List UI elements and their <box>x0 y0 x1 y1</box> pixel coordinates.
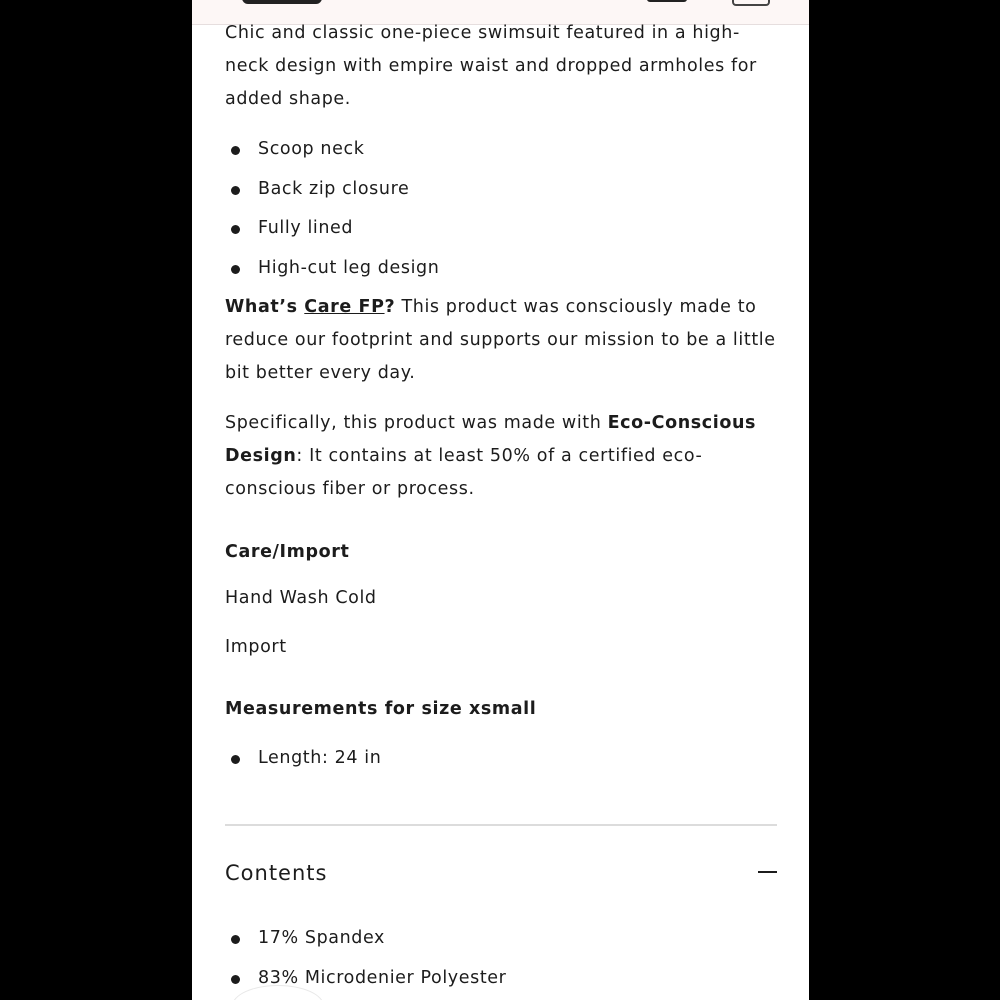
eco-rest: : It contains at least 50% of a certified eco-conscious fiber or process. <box>225 446 703 499</box>
feature-list <box>225 133 777 291</box>
list-item: Back zip closure <box>225 173 777 213</box>
list-item: 83% Microdenier Polyester <box>225 962 777 1000</box>
list-item: Length: 24 in <box>225 742 777 782</box>
product-details <box>225 17 777 782</box>
care-fp-link[interactable]: Care FP <box>304 297 385 317</box>
signal-icon <box>647 0 687 2</box>
care-import-heading: Care/Import <box>225 542 350 562</box>
care-instruction: Hand Wash Cold <box>225 588 377 608</box>
care-fp-lead: What’s <box>225 297 305 317</box>
list-item: Scoop neck <box>225 133 777 173</box>
eco-conscious-paragraph <box>225 407 777 506</box>
import-note: Import <box>225 637 287 657</box>
measurements-heading: Measurements for size xsmall <box>225 699 537 719</box>
battery-icon <box>732 0 770 6</box>
contents-list <box>225 922 777 1000</box>
phone-screen <box>192 0 809 1000</box>
eco-lead: Specifically, this product was made with <box>225 413 608 433</box>
contents-title: Contents <box>225 861 328 885</box>
measurements-list <box>225 742 777 782</box>
contents-accordion-header[interactable] <box>225 855 777 891</box>
care-fp-paragraph <box>225 291 777 390</box>
eco-design-label: Eco-Conscious Design <box>225 413 757 466</box>
section-divider <box>225 824 777 826</box>
list-item: Fully lined <box>225 212 777 252</box>
product-description: Chic and classic one-piece swimsuit featured in a high-neck design with empire waist and dropped armholes for added shape. <box>225 23 757 109</box>
collapse-minus-icon[interactable] <box>758 871 777 873</box>
list-item: High-cut leg design <box>225 252 777 292</box>
list-item: 17% Spandex <box>225 922 777 962</box>
clock-icon <box>242 0 322 4</box>
care-fp-body: This product was consciously made to reduce our footprint and supports our mission to be a little bit better every day. <box>225 297 776 383</box>
care-fp-question: ? <box>384 297 396 317</box>
